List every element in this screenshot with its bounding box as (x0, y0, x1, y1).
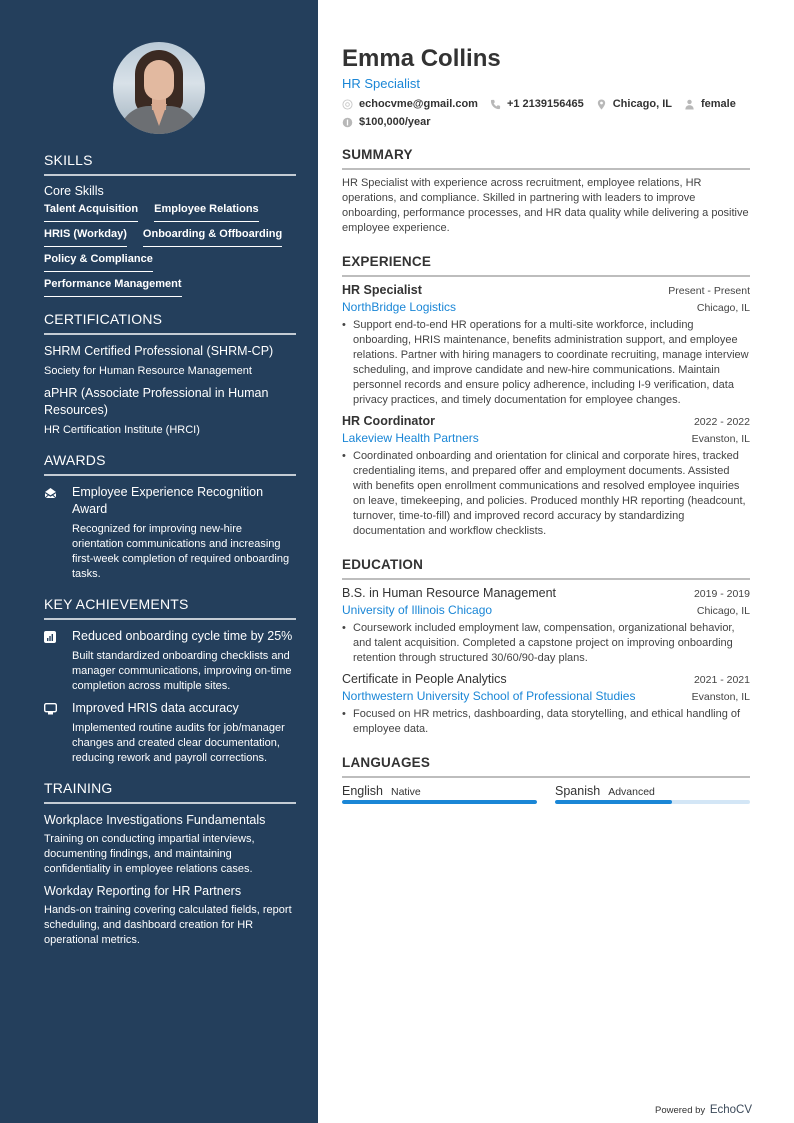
school-location: Chicago, IL (696, 605, 750, 617)
degree-name: Certificate in People Analytics (342, 672, 507, 686)
envelope-open-icon (44, 484, 72, 582)
main-content (318, 0, 794, 1123)
language-proficiency-fill (342, 800, 537, 804)
contact-email: echocvme@gmail.com (342, 97, 478, 111)
certifications-section (44, 311, 296, 438)
section-title: SUMMARY (342, 147, 750, 170)
experience-entry (342, 283, 750, 408)
experience-section (342, 254, 750, 539)
section-title: EDUCATION (342, 557, 750, 580)
education-entry (342, 672, 750, 737)
salary-icon (342, 117, 353, 128)
section-title: TRAINING (44, 780, 296, 804)
contact-gender: female (684, 97, 736, 111)
certification-name: aPHR (Associate Professional in Human Resources) (44, 386, 269, 417)
job-title: HR Coordinator (342, 414, 436, 428)
candidate-name: Emma Collins (342, 45, 501, 72)
contact-location: Chicago, IL (596, 97, 672, 111)
language-item (342, 784, 537, 804)
certification-org: Society for Human Resource Management (44, 365, 252, 377)
school-location: Evanston, IL (691, 691, 750, 703)
job-bullets (342, 449, 750, 539)
training-item (44, 812, 296, 877)
job-title: HR Specialist (342, 283, 422, 297)
company-name: NorthBridge Logistics (342, 300, 457, 314)
skill-tag: HRIS (Workday) (44, 228, 127, 247)
skills-tags (44, 203, 296, 297)
education-bullets (342, 707, 750, 737)
language-proficiency-bar (555, 800, 750, 804)
section-title: CERTIFICATIONS (44, 311, 296, 335)
job-location: Evanston, IL (691, 433, 750, 445)
education-bullet: • Coursework included employment law, compensation, organizational behavior, and talent acquisition. Completed a capstone project on improving onboarding retention through structured 30/60/90-day plans. (342, 621, 750, 666)
job-bullet: • Support end-to-end HR operations for a multi-site workforce, including onboarding, HRIS maintenance, benefits administration support, and employee relations. Partner with hiring managers to coordinate recruiting, manage interview scheduling, and improve candidate and new-hire communications. Maintain personnel records and ensure policy adherence, including I-9 verification, data privacy practices, and timely documentation for employee changes. (342, 318, 750, 408)
job-location: Chicago, IL (696, 302, 750, 314)
section-title: AWARDS (44, 452, 296, 476)
awards-section (44, 452, 296, 582)
achievement-description: Implemented routine audits for job/manager changes and created clear documentation, reducing rework and payroll corrections. (72, 722, 285, 764)
training-section (44, 780, 296, 948)
skill-tag: Talent Acquisition (44, 203, 138, 222)
company-name: Lakeview Health Partners (342, 431, 479, 445)
achievement-title: Improved HRIS data accuracy (72, 701, 239, 715)
language-list (342, 784, 750, 804)
education-dates: 2019 - 2019 (693, 588, 750, 600)
section-title: EXPERIENCE (342, 254, 750, 277)
monitor-icon (44, 700, 72, 766)
language-name: Spanish (555, 784, 601, 798)
certification-item (44, 385, 296, 438)
skill-tag: Policy & Compliance (44, 253, 153, 272)
education-section (342, 557, 750, 737)
job-bullet: • Coordinated onboarding and orientation for clinical and corporate hires, tracked credentialing items, and prepared offer and employment documents. Assisted with benefits open enrollment communications and resolved employee inquiries on leave, timekeeping, and policies. Produced monthly HR reporting (headcount, turnover, time-to-fill) and improved record accuracy by standardizing documentation and workflow checklists. (342, 449, 750, 539)
skill-tag: Performance Management (44, 278, 182, 297)
language-name: English (342, 784, 383, 798)
school-name: Northwestern University School of Professional Studies (342, 689, 636, 703)
language-proficiency-bar (342, 800, 537, 804)
person-icon (684, 99, 695, 110)
education-dates: 2021 - 2021 (693, 674, 750, 686)
training-title: Workday Reporting for HR Partners (44, 884, 242, 898)
achievement-item (44, 700, 296, 766)
education-bullet: • Focused on HR metrics, dashboarding, data storytelling, and ethical handling of employee data. (342, 707, 750, 737)
section-title: KEY ACHIEVEMENTS (44, 596, 296, 620)
certification-name: SHRM Certified Professional (SHRM-CP) (44, 344, 274, 358)
languages-section (342, 755, 750, 804)
school-name: University of Illinois Chicago (342, 603, 493, 617)
training-description: Training on conducting impartial interviews, documenting findings, and maintaining confidentiality in employee relations cases. (44, 833, 255, 875)
education-bullets (342, 621, 750, 666)
location-pin-icon (596, 99, 607, 110)
achievement-item (44, 628, 296, 694)
certification-org: HR Certification Institute (HRCI) (44, 424, 200, 436)
phone-icon (490, 99, 501, 110)
job-dates: Present - Present (668, 285, 750, 297)
language-level: Native (391, 786, 421, 798)
experience-entry (342, 414, 750, 539)
section-title: LANGUAGES (342, 755, 750, 778)
skill-tag: Employee Relations (154, 203, 259, 222)
award-item (44, 484, 296, 582)
resume-header (342, 44, 750, 129)
education-entry (342, 586, 750, 666)
language-proficiency-fill (555, 800, 672, 804)
avatar-container (44, 42, 296, 134)
language-item (555, 784, 750, 804)
achievement-description: Built standardized onboarding checklists and manager communications, improving on-time completion across multiple sites. (72, 650, 292, 692)
powered-by-label: Powered by (655, 1105, 706, 1116)
language-level: Advanced (608, 786, 655, 798)
award-description: Recognized for improving new-hire orientation communications and increasing first-week completion of required onboarding tasks. (72, 523, 290, 580)
award-title: Employee Experience Recognition Award (72, 485, 264, 516)
job-bullets (342, 318, 750, 408)
achievement-title: Reduced onboarding cycle time by 25% (72, 629, 293, 643)
training-item (44, 883, 296, 948)
job-dates: 2022 - 2022 (693, 416, 750, 428)
contact-list (342, 97, 750, 129)
at-icon (342, 99, 353, 110)
footer (655, 1104, 752, 1116)
brand-link[interactable]: EchoCV (709, 1104, 752, 1116)
skill-tag: Onboarding & Offboarding (143, 228, 282, 247)
skills-section (44, 152, 296, 297)
avatar (113, 42, 205, 134)
certification-item (44, 343, 296, 379)
section-title: SKILLS (44, 152, 296, 176)
candidate-role: HR Specialist (342, 76, 421, 91)
training-description: Hands-on training covering calculated fields, report scheduling, and dashboard creation for HR operational metrics. (44, 904, 292, 946)
bar-chart-icon (44, 628, 72, 694)
training-title: Workplace Investigations Fundamentals (44, 813, 266, 827)
degree-name: B.S. in Human Resource Management (342, 586, 556, 600)
contact-salary: $100,000/year (342, 115, 431, 129)
key-achievements-section (44, 596, 296, 766)
sidebar (0, 0, 318, 1123)
skills-group-label: Core Skills (44, 184, 104, 198)
summary-section (342, 147, 750, 236)
summary-text: HR Specialist with experience across recruitment, employee relations, HR operations, and compliance. Skilled in partnering with leaders to improve onboarding, performance processes, and HR data quality while delivering a positive employee experience. (342, 177, 749, 234)
contact-phone: +1 2139156465 (490, 97, 584, 111)
